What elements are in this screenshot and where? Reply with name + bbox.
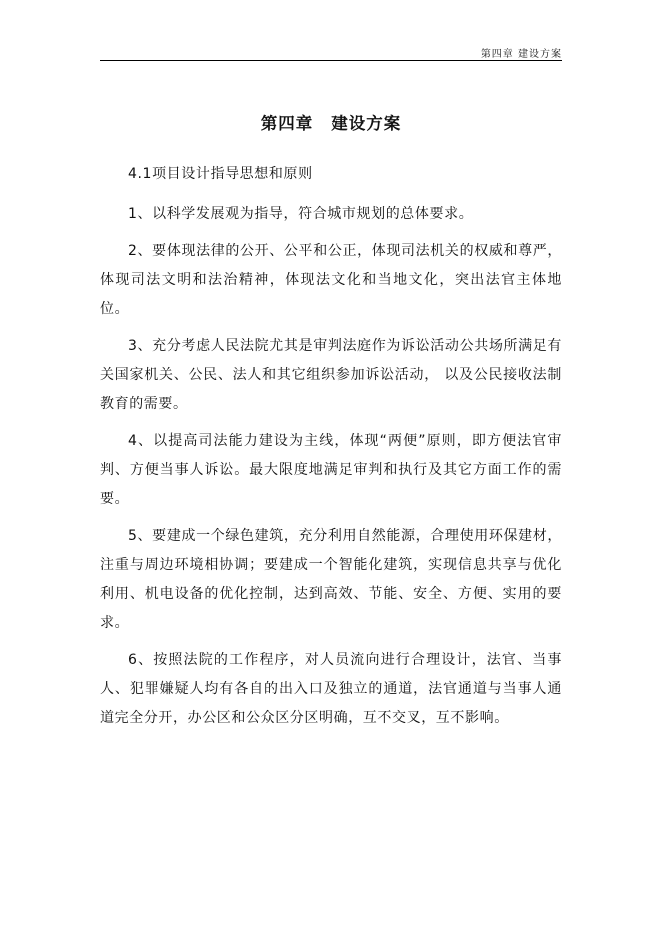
paragraph-3: 3、充分考虑人民法院尤其是审判法庭作为诉讼活动公共场所满足有关国家机关、公民、法人和其它组织参加诉讼活动， 以及公民接收法制教育的需要。 bbox=[100, 338, 562, 412]
document-body bbox=[100, 160, 562, 733]
paragraph-2: 2、要体现法律的公开、公平和公正，体现司法机关的权威和尊严，体现司法文明和法治精神，体现法文化和当地文化，突出法官主体地位。 bbox=[100, 243, 562, 317]
chapter-name: 建设方案 bbox=[331, 114, 402, 133]
chapter-number: 第四章 bbox=[260, 114, 314, 133]
paragraph-6: 6、按照法院的工作程序，对人员流向进行合理设计，法官、当事人、犯罪嫌疑人均有各自的出入口及独立的通道，法官通道与当事人通道完全分开，办公区和公众区分区明确，互不交叉，互不影响。 bbox=[100, 652, 562, 726]
header-rule bbox=[100, 60, 562, 61]
running-header: 第四章 建设方案 bbox=[480, 49, 562, 60]
section-heading: 4.1项目设计指导思想和原则 bbox=[128, 166, 313, 182]
paragraph-5: 5、要建成一个绿色建筑，充分利用自然能源，合理使用环保建材，注重与周边环境相协调；要建成一个智能化建筑，实现信息共享与优化利用、机电设备的优化控制，达到高效、节能、安全、方便、实用的要求。 bbox=[100, 528, 562, 631]
paragraph-1: 1、以科学发展观为指导，符合城市规划的总体要求。 bbox=[128, 206, 474, 222]
paragraph-4: 4、以提高司法能力建设为主线，体现“两便”原则，即方便法官审判、方便当事人诉讼。最大限度地满足审判和执行及其它方面工作的需要。 bbox=[100, 433, 562, 507]
chapter-title bbox=[0, 110, 662, 134]
